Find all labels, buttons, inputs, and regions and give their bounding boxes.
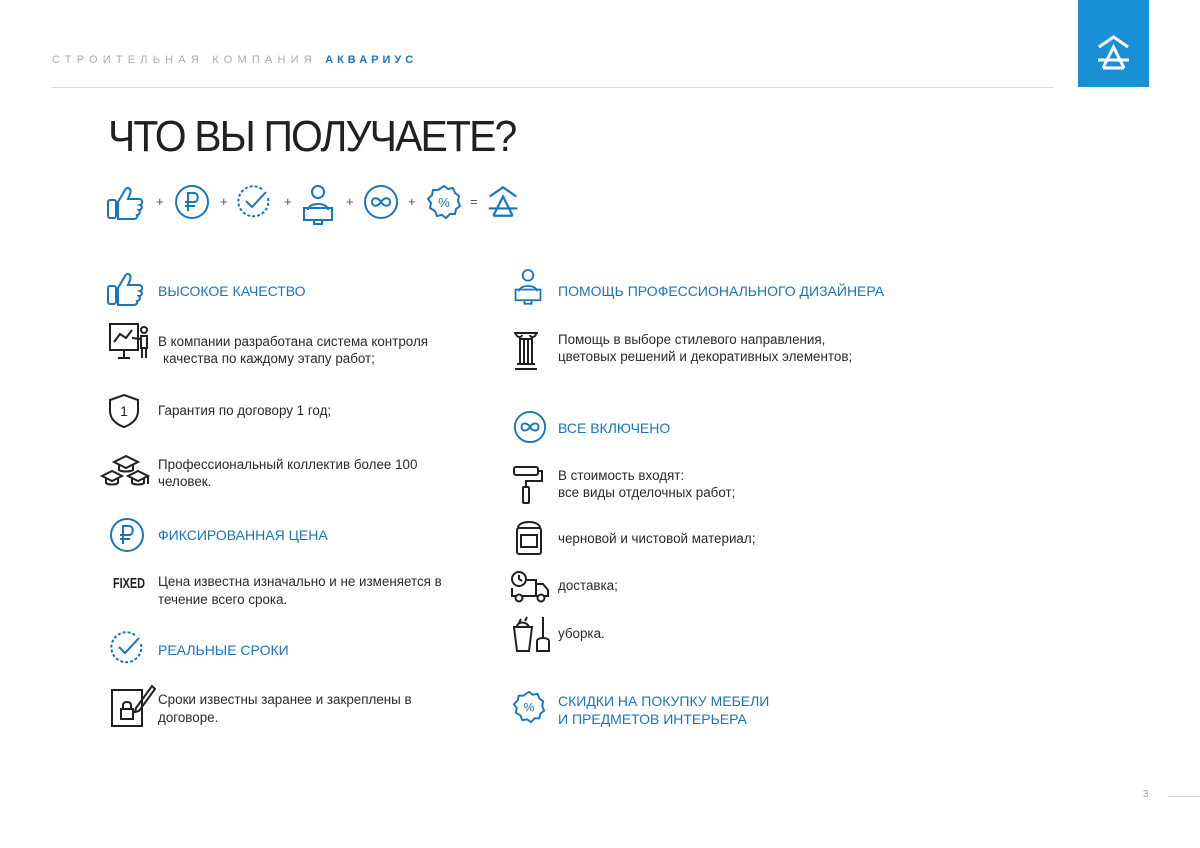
percent-icon bbox=[426, 184, 462, 220]
section-title-discounts-line-1: СКИДКИ НА ПОКУПКУ МЕБЕЛИ bbox=[558, 693, 770, 709]
company-name: АКВАРИУС bbox=[325, 54, 418, 66]
delivery-truck-icon bbox=[510, 570, 550, 604]
svg-text:%: % bbox=[523, 700, 535, 715]
real-terms-line-2: договоре. bbox=[158, 710, 219, 725]
infinity-icon bbox=[513, 410, 547, 444]
quality-item-3-line-2: человек. bbox=[158, 474, 212, 489]
all-included-materials: черновой и чистовой материал; bbox=[558, 531, 756, 546]
page-number: 3 bbox=[1143, 789, 1149, 800]
ruble-icon bbox=[174, 184, 210, 220]
page-number-rule bbox=[1168, 796, 1200, 797]
akvarius-logo-icon bbox=[486, 184, 520, 220]
column-icon bbox=[512, 330, 540, 372]
company-logo bbox=[1078, 0, 1149, 87]
benefits-formula bbox=[106, 182, 526, 226]
section-title-discounts-line-2: И ПРЕДМЕТОВ ИНТЕРЬЕРА bbox=[558, 711, 747, 727]
thumbs-up-icon bbox=[106, 184, 146, 222]
ruble-icon bbox=[109, 517, 145, 553]
plus-sign: + bbox=[284, 194, 292, 209]
company-header bbox=[52, 54, 417, 66]
plus-sign: + bbox=[408, 194, 416, 209]
all-included-line-1: В стоимость входят: bbox=[558, 468, 685, 483]
fixed-price-line-1: Цена известна изначально и не изменяется в bbox=[158, 574, 442, 589]
clock-check-icon bbox=[236, 184, 272, 220]
paint-roller-icon bbox=[512, 465, 544, 505]
plus-sign: + bbox=[156, 194, 164, 209]
designer-icon bbox=[512, 266, 544, 306]
cleaning-icon bbox=[511, 615, 551, 653]
designer-line-2: цветовых решений и декоративных элементов; bbox=[558, 349, 853, 364]
equals-sign: = bbox=[470, 194, 478, 209]
svg-text:1: 1 bbox=[120, 403, 128, 419]
all-included-line-2: все виды отделочных работ; bbox=[558, 485, 736, 500]
quality-item-3-line-1: Профессиональный коллектив более 100 bbox=[158, 457, 418, 472]
quality-item-1-line-2: качества по каждому этапу работ; bbox=[163, 351, 375, 366]
header-divider bbox=[52, 87, 1054, 88]
fixed-price-line-2: течение всего срока. bbox=[158, 592, 288, 607]
graduation-caps-icon bbox=[100, 450, 152, 490]
quality-item-2-line-1: Гарантия по договору 1 год; bbox=[158, 403, 332, 418]
plus-sign: + bbox=[346, 194, 354, 209]
section-title-fixed-price: ФИКСИРОВАННАЯ ЦЕНА bbox=[158, 527, 328, 543]
quality-item-1-line-1: В компании разработана система контроля bbox=[158, 334, 429, 349]
section-title-quality: ВЫСОКОЕ КАЧЕСТВО bbox=[158, 283, 306, 299]
clock-check-icon bbox=[109, 630, 145, 666]
designer-line-1: Помощь в выборе стилевого направления, bbox=[558, 332, 826, 347]
shield-one-icon bbox=[108, 393, 140, 429]
page-title: ЧТО ВЫ ПОЛУЧАЕТЕ? bbox=[108, 112, 516, 161]
svg-text:%: % bbox=[438, 195, 450, 210]
fixed-stamp-icon bbox=[113, 572, 149, 592]
real-terms-line-1: Сроки известны заранее и закреплены в bbox=[158, 692, 412, 707]
all-included-cleaning: уборка. bbox=[558, 626, 605, 641]
designer-icon bbox=[300, 184, 336, 224]
section-title-designer: ПОМОЩЬ ПРОФЕССИОНАЛЬНОГО ДИЗАЙНЕРА bbox=[558, 283, 885, 299]
presentation-board-icon bbox=[108, 322, 150, 360]
akvarius-logo-icon bbox=[1095, 34, 1132, 72]
all-included-delivery: доставка; bbox=[558, 578, 618, 593]
thumbs-up-icon bbox=[106, 270, 146, 308]
contract-lock-icon bbox=[110, 682, 156, 728]
section-title-real-terms: РЕАЛЬНЫЕ СРОКИ bbox=[158, 642, 289, 658]
infinity-icon bbox=[363, 184, 399, 220]
section-title-all-included: ВСЕ ВКЛЮЧЕНО bbox=[558, 420, 671, 436]
percent-icon bbox=[512, 690, 546, 724]
svg-text:FIXED: FIXED bbox=[113, 575, 146, 592]
paint-bucket-icon bbox=[514, 518, 544, 556]
plus-sign: + bbox=[220, 194, 228, 209]
company-prefix: СТРОИТЕЛЬНАЯ КОМПАНИЯ bbox=[52, 54, 317, 66]
